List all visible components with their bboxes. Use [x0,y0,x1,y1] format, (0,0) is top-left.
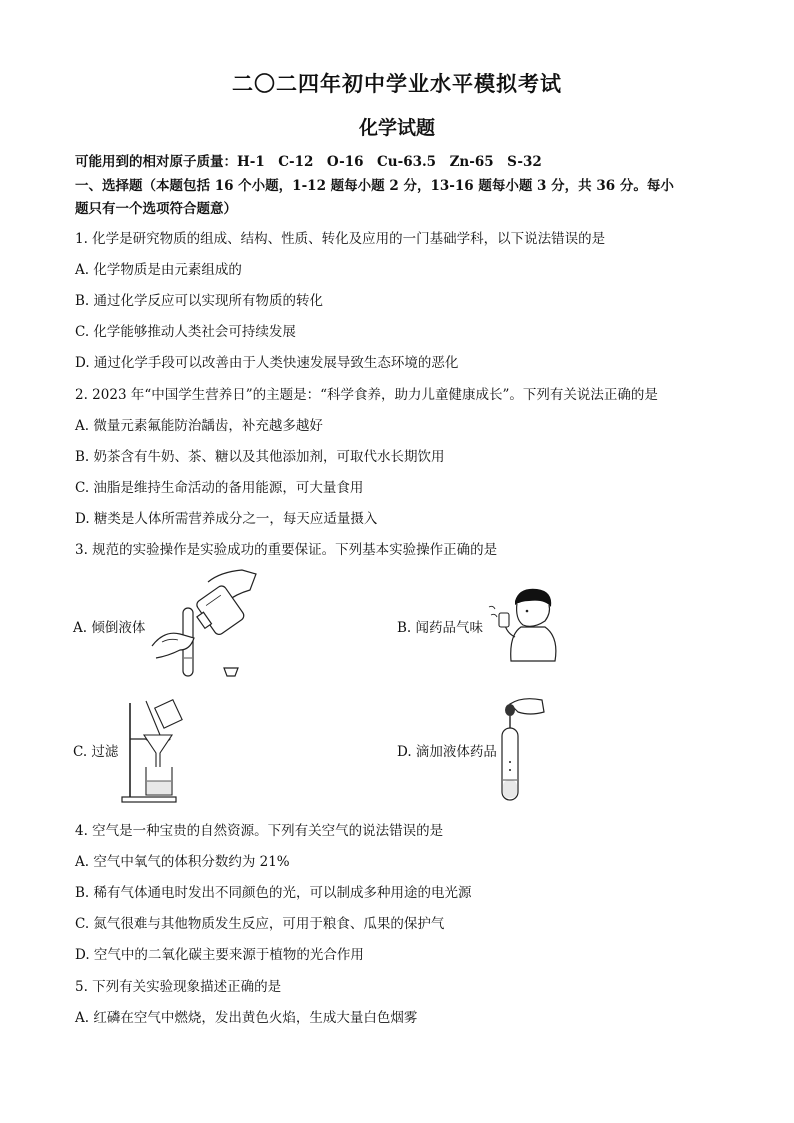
section-heading-line1: 一、选择题（本题包括 16 个小题，1-12 题每小题 2 分，13-16 题每小题 3 分，共 36 分。每小 [75,178,674,194]
subject-title: 化学试题 [358,117,435,139]
question-1-stem: 1. 化学是研究物质的组成、结构、性质、转化及应用的一门基础学科，以下说法错误的是 [75,231,606,247]
smell-chemical-illustration [485,585,565,663]
question-3-option-d: D. 滴加液体药品 [397,744,497,760]
section-heading-line2: 题只有一个选项符合题意） [75,201,237,217]
atomic-masses: 可能用到的相对原子质量：H-1 C-12 O-16 Cu-63.5 Zn-65 S-32 [75,154,542,170]
question-5-stem: 5. 下列有关实验现象描述正确的是 [75,979,282,995]
exam-title: 二〇二四年初中学业水平模拟考试 [232,71,562,96]
question-1-option-c: C. 化学能够推动人类社会可持续发展 [75,324,296,340]
question-4-stem: 4. 空气是一种宝贵的自然资源。下列有关空气的说法错误的是 [75,823,444,839]
question-2-option-a: A. 微量元素氟能防治龋齿，补充越多越好 [75,418,323,434]
question-1-option-b: B. 通过化学反应可以实现所有物质的转化 [75,293,324,309]
pour-liquid-illustration [150,568,260,683]
filtration-illustration [118,695,198,805]
question-2-option-b: B. 奶茶含有牛奶、茶、糖以及其他添加剂，可取代水长期饮用 [75,449,445,465]
question-3-option-c: C. 过滤 [73,744,119,760]
question-2-option-d: D. 糖类是人体所需营养成分之一，每天应适量摄入 [75,511,378,527]
question-3-option-a: A. 倾倒液体 [73,620,146,636]
question-4-option-a: A. 空气中氧气的体积分数约为 21% [75,854,290,870]
question-3-option-b: B. 闻药品气味 [397,620,484,636]
question-5-option-a: A. 红磷在空气中燃烧，发出黄色火焰，生成大量白色烟雾 [75,1010,418,1026]
question-4-option-b: B. 稀有气体通电时发出不同颜色的光，可以制成多种用途的电光源 [75,885,472,901]
question-4-option-c: C. 氮气很难与其他物质发生反应，可用于粮食、瓜果的保护气 [75,916,445,932]
question-4-option-d: D. 空气中的二氧化碳主要来源于植物的光合作用 [75,947,364,963]
question-3-stem: 3. 规范的实验操作是实验成功的重要保证。下列基本实验操作正确的是 [75,542,498,558]
question-2-option-c: C. 油脂是维持生命活动的备用能源，可大量食用 [75,480,364,496]
question-1-option-d: D. 通过化学手段可以改善由于人类快速发展导致生态环境的恶化 [75,355,459,371]
question-2-stem: 2. 2023 年“中国学生营养日”的主题是：“科学食养，助力儿童健康成长”。下列有关说法正确的是 [75,387,658,403]
dropper-illustration [496,694,546,804]
question-1-option-a: A. 化学物质是由元素组成的 [75,262,242,278]
